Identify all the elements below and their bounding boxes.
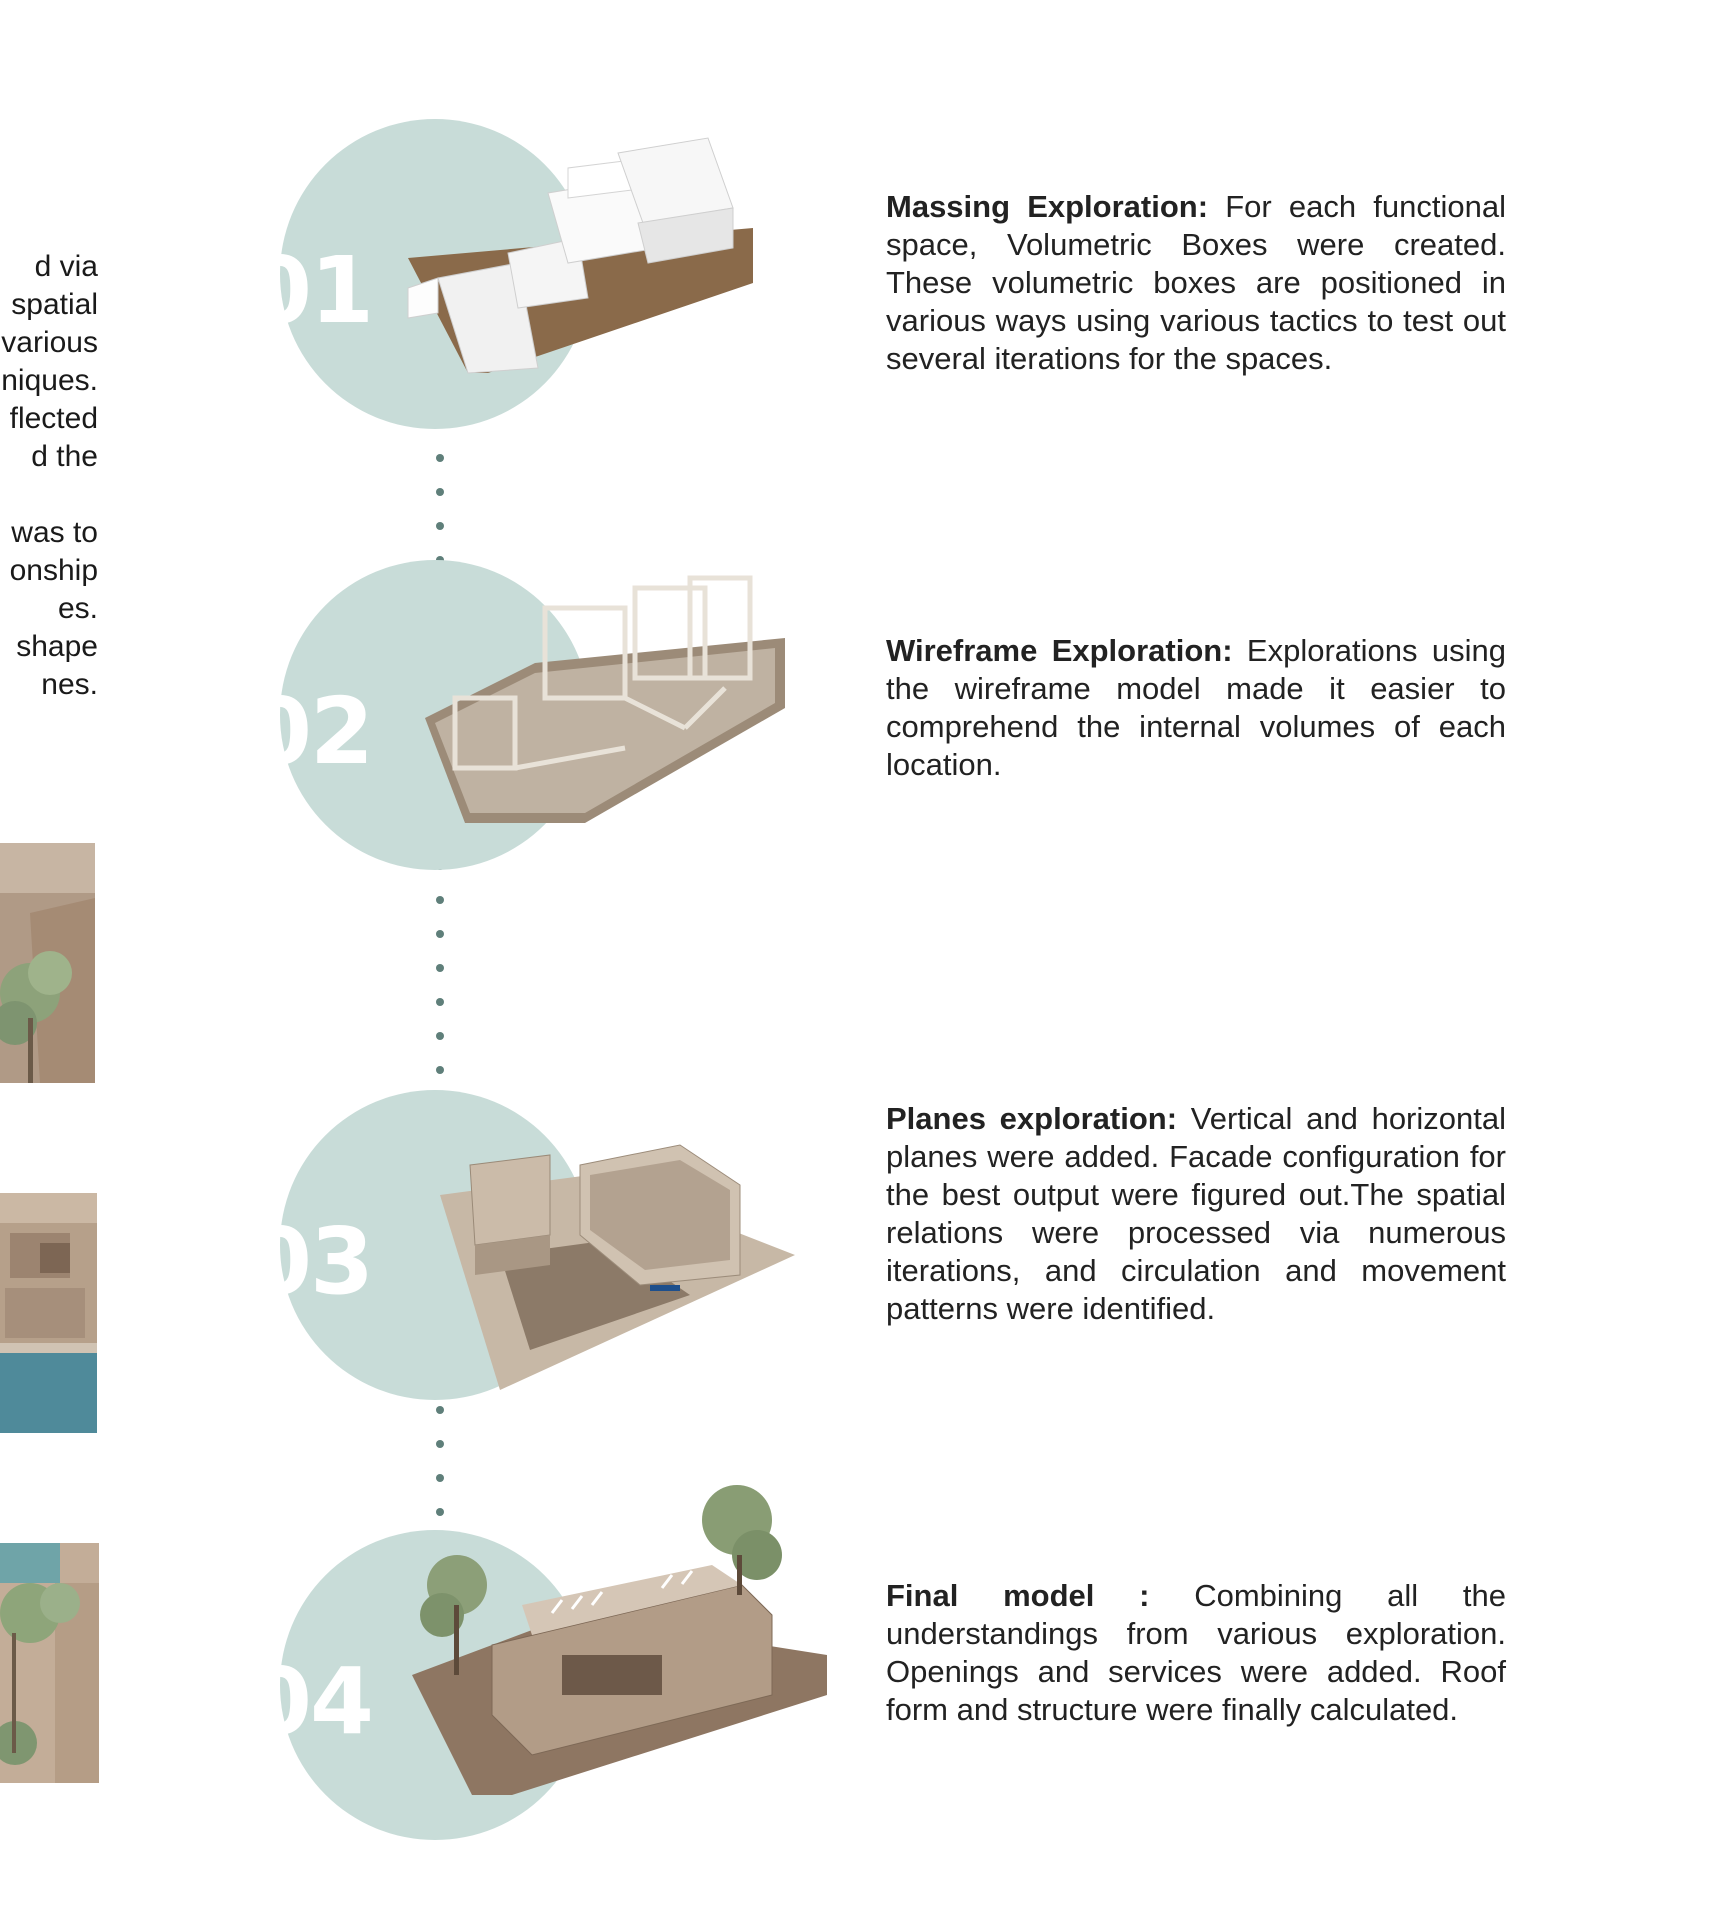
step-body: For each functional space, Volumetric Boxes were created. These volumetric boxes are positioned in various ways using various tactics to test out several iterations for the spaces. [886, 189, 1506, 376]
step-heading: Massing Exploration: [886, 189, 1209, 224]
timeline-dot [436, 1474, 444, 1482]
timeline-dot [436, 1032, 444, 1040]
left-line: d via [34, 250, 98, 283]
left-line: various [1, 326, 98, 359]
left-line: niques. [1, 364, 98, 397]
garden-model-photo-icon [0, 1543, 99, 1783]
step-body: Explorations using the wireframe model made it easier to comprehend the internal volumes of each location. [886, 633, 1506, 782]
left-line: spatial [11, 288, 98, 321]
left-line: es. [57, 592, 98, 625]
tree-model-photo-icon [0, 843, 95, 1083]
step-heading: Planes exploration: [886, 1101, 1178, 1136]
left-line: flected [9, 402, 98, 435]
step-text-2 [886, 632, 1506, 784]
left-paragraph [0, 248, 98, 704]
timeline-dot [436, 896, 444, 904]
final-model-icon [412, 1485, 827, 1795]
left-line: nes. [41, 668, 98, 701]
step-heading: Wireframe Exploration: [886, 633, 1233, 668]
timeline-dot [436, 1440, 444, 1448]
timeline-dot [436, 1066, 444, 1074]
left-line: onship [9, 554, 98, 587]
water-model-photo-icon [0, 1193, 97, 1433]
left-line: d the [31, 440, 98, 473]
timeline-dot [436, 930, 444, 938]
step-number: 01 [248, 237, 373, 344]
left-line: was to [11, 516, 98, 549]
step-number: 03 [248, 1208, 373, 1315]
timeline-dot [436, 998, 444, 1006]
massing-model-icon [408, 138, 753, 373]
step-text-4 [886, 1577, 1506, 1729]
timeline-dot [436, 964, 444, 972]
step-heading: Final model : [886, 1578, 1150, 1613]
step-body: Vertical and horizontal planes were added. Facade configuration for the best output were figured out.The spatial relations were processed via numerous iterations, and circulation and movement patterns were identified. [886, 1101, 1506, 1326]
left-line: shape [16, 630, 98, 663]
timeline-dot [436, 488, 444, 496]
planes-model-icon [440, 1145, 795, 1390]
wireframe-model-icon [425, 568, 785, 823]
step-body: Combining all the understandings from various exploration. Openings and services were added. Roof form and structure were finally calculated. [886, 1578, 1506, 1727]
step-text-1 [886, 188, 1506, 378]
step-number: 02 [248, 678, 373, 785]
timeline-dot [436, 522, 444, 530]
step-text-3 [886, 1100, 1506, 1328]
left-line [0, 476, 98, 514]
timeline-dot [436, 1406, 444, 1414]
step-number: 04 [248, 1648, 373, 1755]
timeline-dot [436, 454, 444, 462]
